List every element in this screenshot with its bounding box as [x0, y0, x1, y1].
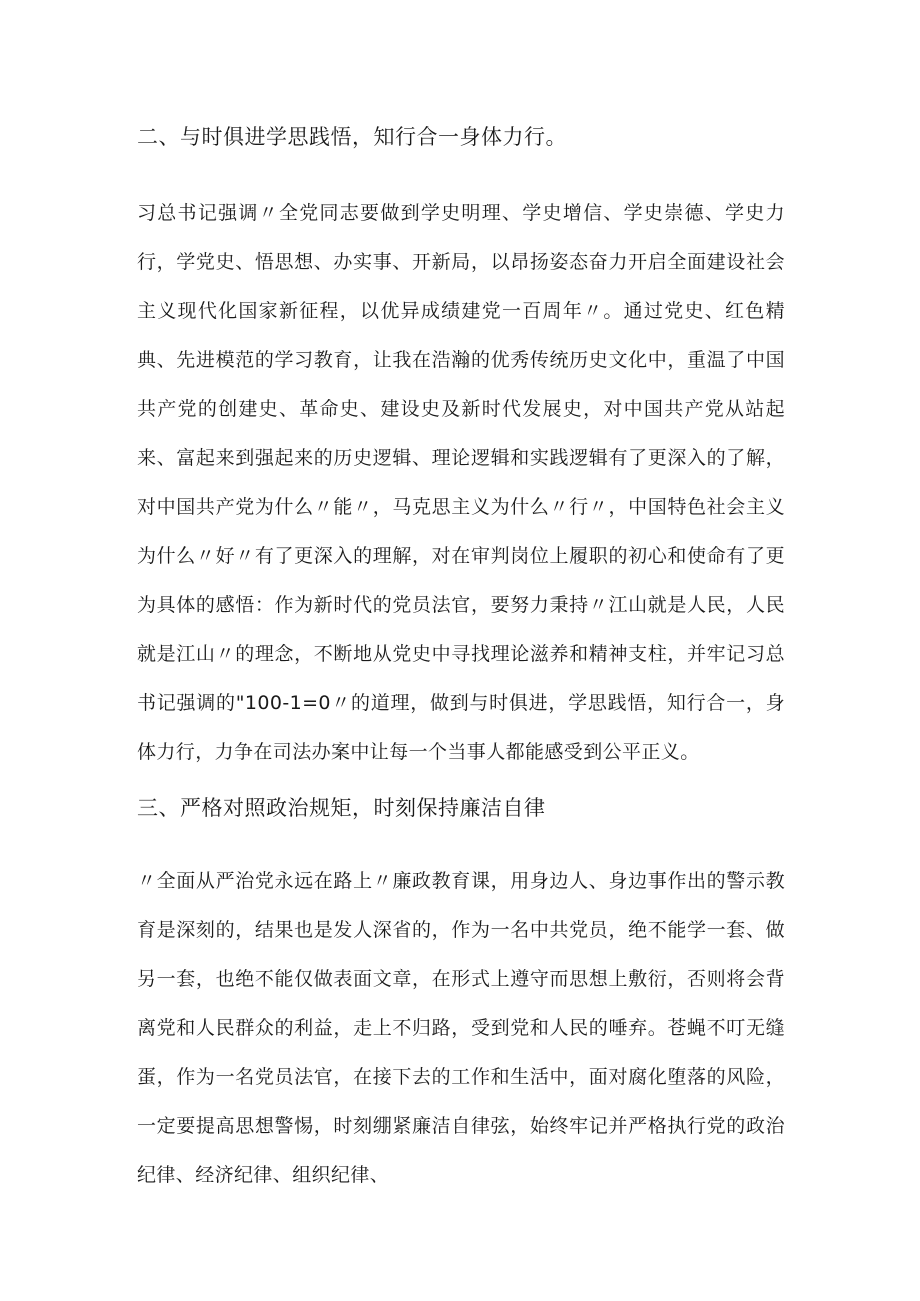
- section-heading-2: 二、与时俱进学思践悟，知行合一身体力行。: [137, 125, 567, 149]
- section-3-paragraph: 〃全面从严治党永远在路上〃廉政教育课，用身边人、身边事作出的警示教育是深刻的，结果也是发人深省的，作为一名中共党员，绝不能学一套、做另一套，也绝不能仅做表面文章，在形式上遵守而思想上敷衍，否则将会背离党和人民群众的利益，走上不归路，受到党和人民的唾弃。苍蝇不叮无缝蛋，作为一名党员法官，在接下去的工作和生活中，面对腐化堕落的风险，一定要提高思想警惕，时刻绷紧廉洁自律弦，始终牢记并严格执行党的政治纪律、经济纪律、组织纪律、: [137, 870, 785, 1186]
- section-heading-3: 三、严格对照政治规矩，时刻保持廉洁自律: [137, 796, 546, 820]
- section-2-paragraph: 习总书记强调〃全党同志要做到学史明理、学史增信、学史崇德、学史力行，学党史、悟思想、办实事、开新局，以昂扬姿态奋力开启全面建设社会主义现代化国家新征程，以优异成绩建党一百周年〃。通过党史、红色精典、先进模范的学习教育，让我在浩瀚的优秀传统历史文化中，重温了中国共产党的创建史、革命史、建设史及新时代发展史，对中国共产党从站起来、富起来到强起来的历史逻辑、理论逻辑和实践逻辑有了更深入的了解，对中国共产党为什么〃能〃，马克思主义为什么〃行〃，中国特色社会主义为什么〃好〃有了更深入的理解，对在审判岗位上履职的初心和使命有了更为具体的感悟：作为新时代的党员法官，要努力秉持〃江山就是人民，人民就是江山〃的理念，不断地从党史中寻找理论滋养和精神支柱，并牢记习总书记强调的"100-1=0〃的道理，做到与时俱进，学思践悟，知行合一，身体力行，力争在司法办案中让每一个当事人都能感受到公平正义。: [137, 202, 785, 763]
